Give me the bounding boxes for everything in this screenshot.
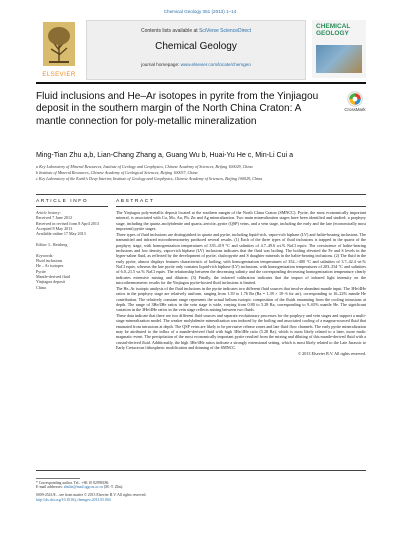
footnotes <box>36 478 366 503</box>
abstract-paragraph: Three types of fluid inclusions are distinguished in quartz and pyrite, including liquid-rich, vapor-rich biphase (LV) and halite-bearing inclusions. The transmitted and infrared microthermometry produced several results. (1) Each of the three types of fluid inclusions is trapped in the quartz of the porphyry stage, with homogenization temperatures of 335–419 °C and salinities of 4.7–49.6 wt.% NaCl equiv. The coexistence of halite-bearing inclusions and low density, vapor-rich biphase (LV) inclusions indicates that the fluid was boiling. The boiling elevated the Fe and S levels in the hyper-saline fluid, as reflected by the development of pyrite, chalcopyrite and S daughter minerals in the halite-bearing inclusions. (2) The fluid in the early pyrite, almost displays features characteristic of boiling, with homogenization temperatures of 352–>400 °C and salinities of 3.7–42.4 wt.% NaCl equiv, whereas the late pyrite only contains liquid-rich biphase (LV) inclusions, with homogenization temperatures of 203–354 °C and salinities of 6.0–21.5 wt.% NaCl equiv. The relationship between the decreasing salinity and the corresponding decreasing homogenization temperature clearly indicates extensive mixing and dilution. (3) Finally, the infrared calibration indicates that the impact of infrared light intensity on the microthermometric results for the Yinjiagou pyrite-hosted fluid inclusions is limited. <box>116 231 366 285</box>
abstract-divider <box>116 206 366 207</box>
abstract-copyright: © 2013 Elsevier B.V. All rights reserved. <box>297 351 366 357</box>
keyword-item[interactable]: He – Ar isotopes <box>36 263 64 269</box>
publisher-name: ELSEVIER <box>42 72 76 78</box>
section-divider-bottom <box>36 470 366 471</box>
keyword-item[interactable]: Fluid inclusions <box>36 258 63 263</box>
editor-line: Editor: L. Reisberg <box>36 242 68 248</box>
keywords-block <box>36 253 108 290</box>
cover-title: CHEMICAL GEOLOGY <box>316 23 351 37</box>
elsevier-tree-icon <box>43 22 75 66</box>
article-info-heading: ARTICLE INFO <box>36 199 89 204</box>
email-prefix: E-mail addresses: <box>36 485 64 490</box>
email-suffix: (M.-T. Zhu). <box>103 485 124 490</box>
masthead <box>36 20 366 78</box>
contents-prefix: Contents lists available at <box>140 28 200 34</box>
keywords-heading: Keywords: <box>36 252 54 258</box>
homepage-line <box>87 62 305 67</box>
history-revised: Received in revised form 8 April 2013 <box>36 220 99 226</box>
email-note <box>36 485 366 490</box>
issn-line: 0009-2541/$ – see front matter © 2013 Elsevier B.V. All rights reserved. <box>36 493 147 498</box>
abstract-paragraph: The He–Ar isotopic analysis of the fluid inclusions in the pyrite indicates two different fluid sources that involve abundant mantle input. The 3He/4He ratios in the porphyry stage are relatively uniform, ranging from 1.39 to 1.76 Ra (Ra = 1.39 × 10−6 for air), corresponding to 16–22% mantle He contribution. The relatively constant range represents the actual helium isotopic composition of the fluids emanating from the cooling intrusions at depth. The range of 3He/4He ratios in the vein stage is wide, varying from 0.80 to 5.28 Ra, corresponding to 9–65% mantle He. The significant variation in the 3He/4He ratios in the vein stage reflects mixing between two fluids. <box>116 285 366 313</box>
abstract-paragraph: The Yinjiagou poly-metallic deposit located at the southern margin of the North China Craton (SMNCC). Pyrite, the most economically important mineral, is associated with Cu, Mo, Au, Pb, Zn and Ag mineralization. Two main mineralization stages have been identified and studied: a porphyry stage, including the quartz–molybdenite and quartz–sericite–pyrite (QSP) veins, and a vein stage, including the early and the late (economically most important) pyrite stages. <box>116 210 366 232</box>
affiliation-a: a Key Laboratory of Mineral Resources, Institute of Geology and Geophysics, Chinese Academy of Sciences, Beijing 100029, China <box>36 164 253 169</box>
keyword-item[interactable]: China <box>36 284 46 290</box>
affiliation-c: c Key Laboratory of the Earth's Deep Interior, Institute of Geology and Geophysics, Chinese Academy of Sciences, Beijing 100029, China <box>36 176 263 181</box>
history-accepted: Accepted 8 May 2013 <box>36 226 73 232</box>
corresponding-author-note: * Corresponding author. Tel.: +86 10 82998186. <box>36 480 110 485</box>
journal-cover-thumbnail[interactable] <box>312 20 366 78</box>
article-title: Fluid inclusions and He–Ar isotopes in pyrite from the Yinjiagou deposit in the southern margin of the North China Craton: A mantle connection for poly-metallic mineralization <box>36 91 319 127</box>
cover-image <box>316 45 362 73</box>
footnote-separator <box>36 478 80 479</box>
article-info-divider <box>36 206 108 207</box>
crossmark-icon <box>347 91 363 107</box>
author-list: Ming-Tian Zhu a,b, Lian-Chang Zhang a, Guang Wu b, Huai-Yu He c, Min-Li Cui a <box>36 151 294 159</box>
history-online: Available online 17 May 2013 <box>36 231 86 237</box>
abstract-paragraph: These data indicate that there are two different fluid sources and separate evolutionary processes for the porphyry and vein stages and support a multi-stage mineralization model. The weaker molybdenite mineralization was induced by the boiling and associated cooling of a magma-sourced fluid that emanated from intrusions at depth. The QSP veins are likely to be pervasive release zones and late fluid flow channels. The early pyrite mineralization may be attributed to the influx of a mantle-derived fluid with high 3He/4He ratio (5.28 Ra), which is most likely related to a later, more mafic magmatic event. The precipitation of the most economically important pyrite resulted from the mixing and diluting of this mantle-derived fluid with a crustal-derived fluid. Additionally, the high 3He/4He ratios indicate a strongly extensional setting, which is most likely related to the Late Jurassic to Early Cretaceous lithospheric modification and thinning of the SMNCC. <box>116 313 366 351</box>
affiliation-b: b Institute of Mineral Resources, Chinese Academy of Geological Sciences, Beijing 100037, China <box>36 170 198 175</box>
abstract-heading: ABSTRACT <box>116 199 155 204</box>
article-info <box>36 210 108 295</box>
article-history <box>36 210 108 237</box>
keyword-item[interactable]: Yinjiagou deposit <box>36 279 65 285</box>
contents-line <box>87 28 305 34</box>
journal-name: Chemical Geology <box>155 41 237 52</box>
abstract-body <box>116 210 366 357</box>
homepage-link[interactable]: www.elsevier.com/locate/chemgeo <box>180 62 251 67</box>
homepage-prefix: journal homepage: <box>141 62 181 67</box>
journal-banner <box>86 20 306 80</box>
crossmark-label: CrossMark <box>344 107 366 112</box>
doi-line <box>36 498 366 503</box>
elsevier-logo[interactable] <box>36 20 82 78</box>
keyword-item[interactable]: Pyrite <box>36 268 46 274</box>
history-heading: Article history: <box>36 210 61 215</box>
history-received: Received 7 June 2012 <box>36 215 73 221</box>
section-divider-top <box>36 194 366 195</box>
journal-citation[interactable]: Chemical Geology 351 (2013) 1–14 <box>163 9 237 14</box>
email-link[interactable]: zhulin@mail.iggcas.ac.cn <box>63 485 104 490</box>
sciencedirect-link[interactable]: SciVerse ScienceDirect <box>199 28 252 34</box>
doi-link[interactable]: http://dx.doi.org/10.1016/j.chemgeo.2013.05.004 <box>36 497 111 502</box>
keyword-item[interactable]: Mantle-derived fluid <box>36 274 70 280</box>
header-divider <box>36 82 366 84</box>
crossmark-badge[interactable] <box>344 91 366 112</box>
